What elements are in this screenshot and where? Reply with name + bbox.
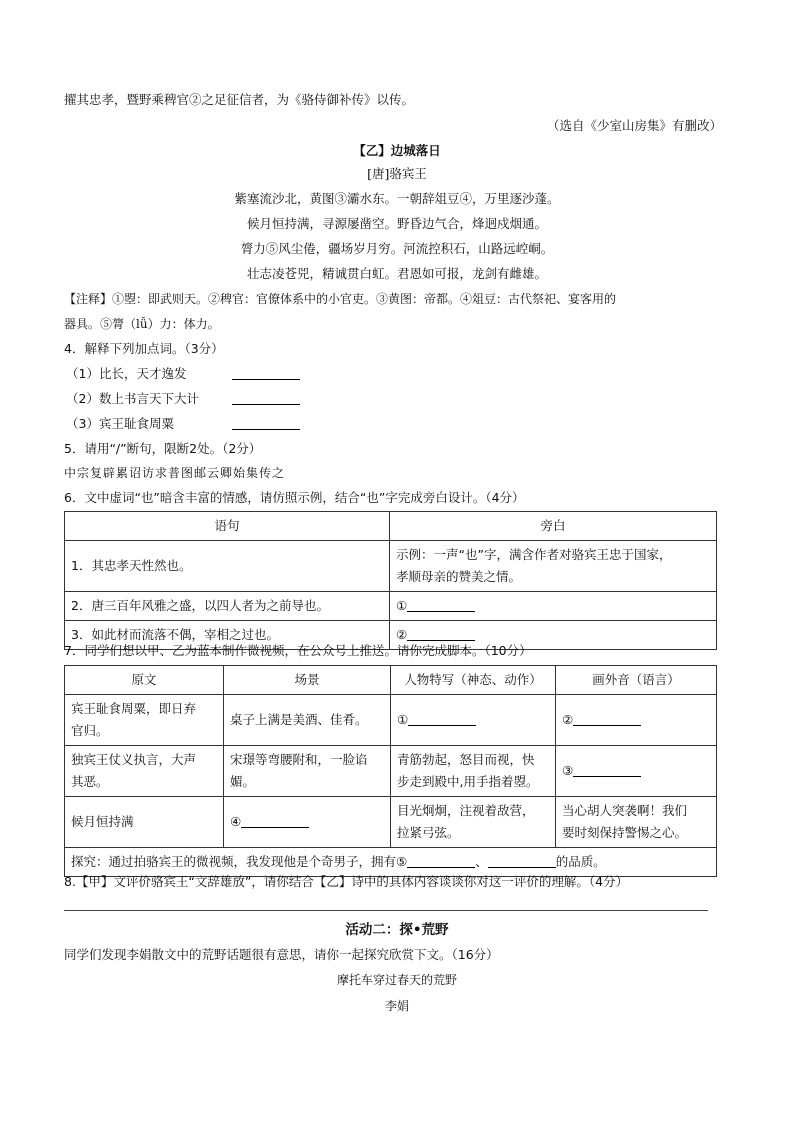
blank-number: ④ — [230, 814, 242, 829]
q4-item — [66, 414, 300, 434]
explore-text: 探究：通过拍骆宾王的微视频，我发现他是个奇男子，拥有⑤ — [71, 854, 408, 869]
q4-item — [66, 364, 300, 384]
q7-cell-line: 宋璟等弯腰附和，一脸谄 — [230, 752, 368, 767]
q7-cell — [556, 695, 717, 746]
q4-item-text: （1）比长，天才逸发 — [66, 366, 187, 381]
section-divider — [64, 910, 708, 911]
q7-cell — [224, 797, 391, 848]
activity-intro: 同学们发现李娟散文中的荒野话题很有意思，请你一起探究欣赏下文。（16分） — [64, 947, 499, 962]
q7-cell-line: 其恶。 — [71, 774, 109, 789]
blank-number: ③ — [562, 763, 574, 778]
table-row — [65, 695, 717, 746]
annotation: 器具。⑤膂（lǚ）力：体力。 — [64, 317, 220, 331]
table-row — [65, 592, 717, 621]
q6-table — [64, 511, 717, 650]
q7-header: 画外音（语言） — [556, 666, 717, 695]
q7-cell — [556, 797, 717, 848]
table-row — [65, 746, 717, 797]
answer-blank[interactable] — [232, 390, 300, 405]
q4-item-text: （3）宾王耻食周粟 — [66, 416, 174, 431]
q7-cell — [556, 746, 717, 797]
answer-blank[interactable] — [407, 853, 475, 868]
answer-blank[interactable] — [488, 853, 556, 868]
poem-line: 候月恒持满，寻源屡凿空。野昏边气合，烽迥戍烟通。 — [246, 216, 547, 231]
blank-number: ① — [396, 598, 408, 613]
source-note: （选自《少室山房集》有删改） — [546, 118, 722, 133]
essay-title: 摩托车穿过春天的荒野 — [336, 973, 457, 987]
poem-author: [唐]骆宾王 — [367, 166, 427, 181]
q4-stem: 4．解释下列加点词。（3分） — [64, 341, 224, 356]
q7-cell — [391, 695, 556, 746]
q6-header: 旁白 — [390, 512, 717, 541]
explore-sep: 、 — [475, 854, 488, 869]
q7-header: 原文 — [65, 666, 224, 695]
top-line: 擢其忠孝，暨野乘稗官②之足征信者，为《骆侍御补传》以传。 — [64, 92, 415, 107]
q7-cell — [65, 797, 224, 848]
q7-cell-line: 候月恒持满 — [71, 814, 134, 829]
q7-table — [64, 665, 717, 877]
q7-cell-line: 当心胡人突袭啊！我们 — [562, 803, 688, 818]
q6-aside-line: 孝顺母亲的赞美之情。 — [396, 569, 522, 584]
blank-number: ② — [562, 712, 574, 727]
essay-author: 李娟 — [384, 999, 409, 1013]
q7-header: 场景 — [224, 666, 391, 695]
q7-cell — [391, 797, 556, 848]
q7-cell-line: 步走到殿中,用手指着曌。 — [397, 774, 539, 789]
blank-number: ① — [397, 712, 409, 727]
q7-cell-line: 媚。 — [230, 774, 256, 789]
answer-blank[interactable] — [573, 711, 641, 726]
answer-blank[interactable] — [408, 711, 476, 726]
q6-sentence: 1．其忠孝天性然也。 — [65, 541, 390, 592]
q6-aside-line: 示例：一声“也”字，满含作者对骆宾王忠于国家， — [396, 547, 672, 562]
q7-cell — [224, 746, 391, 797]
q4-item — [66, 389, 300, 409]
explore-text: 的品质。 — [555, 854, 606, 869]
answer-blank[interactable] — [573, 762, 641, 777]
q6-stem: 6．文中虚词“也”暗含丰富的情感，请仿照示例，结合“也”字完成旁白设计。（4分） — [64, 490, 525, 505]
q7-cell — [224, 695, 391, 746]
q8-stem: 8.【甲】文评价骆宾王“文辞雄放”，请你结合【乙】诗中的具体内容谈谈你对这一评价的理解。（4分） — [64, 874, 629, 889]
q5-stem: 5．请用“/”断句，限断2处。（2分） — [64, 441, 262, 456]
q7-cell-line: 官归。 — [71, 723, 109, 738]
q6-aside — [390, 592, 717, 621]
answer-blank[interactable] — [407, 597, 475, 612]
q7-cell-line: 青筋勃起，怒目而视，快 — [397, 752, 535, 767]
q7-stem: 7．同学们想以甲、乙为蓝本制作微视频，在公众号上推送。请你完成脚本。（10分） — [64, 643, 532, 658]
q7-cell — [65, 746, 224, 797]
q6-sentence: 2．唐三百年风雅之盛，以四人者为之前导也。 — [65, 592, 390, 621]
q7-cell-line: 宾王耻食周粟，即日弃 — [71, 701, 197, 716]
q6-sentence: 3．如此材而流落不偶，宰相之过也。 — [65, 621, 390, 650]
q7-cell-line: 拉紧弓弦。 — [397, 825, 460, 840]
q6-header: 语句 — [65, 512, 390, 541]
activity-title: 活动二：探•荒野 — [345, 922, 449, 938]
poem-line: 膂力⑤风尘倦，疆场岁月穷。河流控积石，山路远崆峒。 — [240, 241, 554, 256]
blank-number: ② — [396, 627, 408, 642]
poem-title: 【乙】边城落日 — [353, 143, 441, 158]
q6-aside — [390, 541, 717, 592]
poem-line: 壮志凌苍兕，精诚贯白虹。君恩如可报，龙剑有雌雄。 — [246, 266, 547, 281]
answer-blank[interactable] — [407, 626, 475, 641]
q7-cell-line: 要时刻保持警惕之心。 — [562, 825, 688, 840]
q7-cell-line: 独宾王仗义执言，大声 — [71, 752, 197, 767]
q5-text: 中宗复辟累诏访求普图邮云卿始集传之 — [64, 466, 286, 480]
table-row — [65, 541, 717, 592]
answer-blank[interactable] — [232, 415, 300, 430]
q7-cell-line: 目光炯炯，注视着敌营， — [397, 803, 535, 818]
q7-cell-line: 桌子上满是美酒、佳肴。 — [230, 712, 368, 727]
q7-cell — [391, 746, 556, 797]
answer-blank[interactable] — [232, 365, 300, 380]
annotation: 【注释】①曌：即武则天。②稗官：官僚体系中的小官吏。③黄图：帝都。④俎豆：古代祭祀、宴客用的 — [64, 292, 617, 306]
q7-cell — [65, 695, 224, 746]
table-row — [65, 797, 717, 848]
answer-blank[interactable] — [241, 813, 309, 828]
poem-line: 紫塞流沙北，黄图③灞水东。一朝辞俎豆④，万里逐沙蓬。 — [234, 191, 560, 206]
q7-header: 人物特写（神态、动作） — [391, 666, 556, 695]
q4-item-text: （2）数上书言天下大计 — [66, 391, 199, 406]
